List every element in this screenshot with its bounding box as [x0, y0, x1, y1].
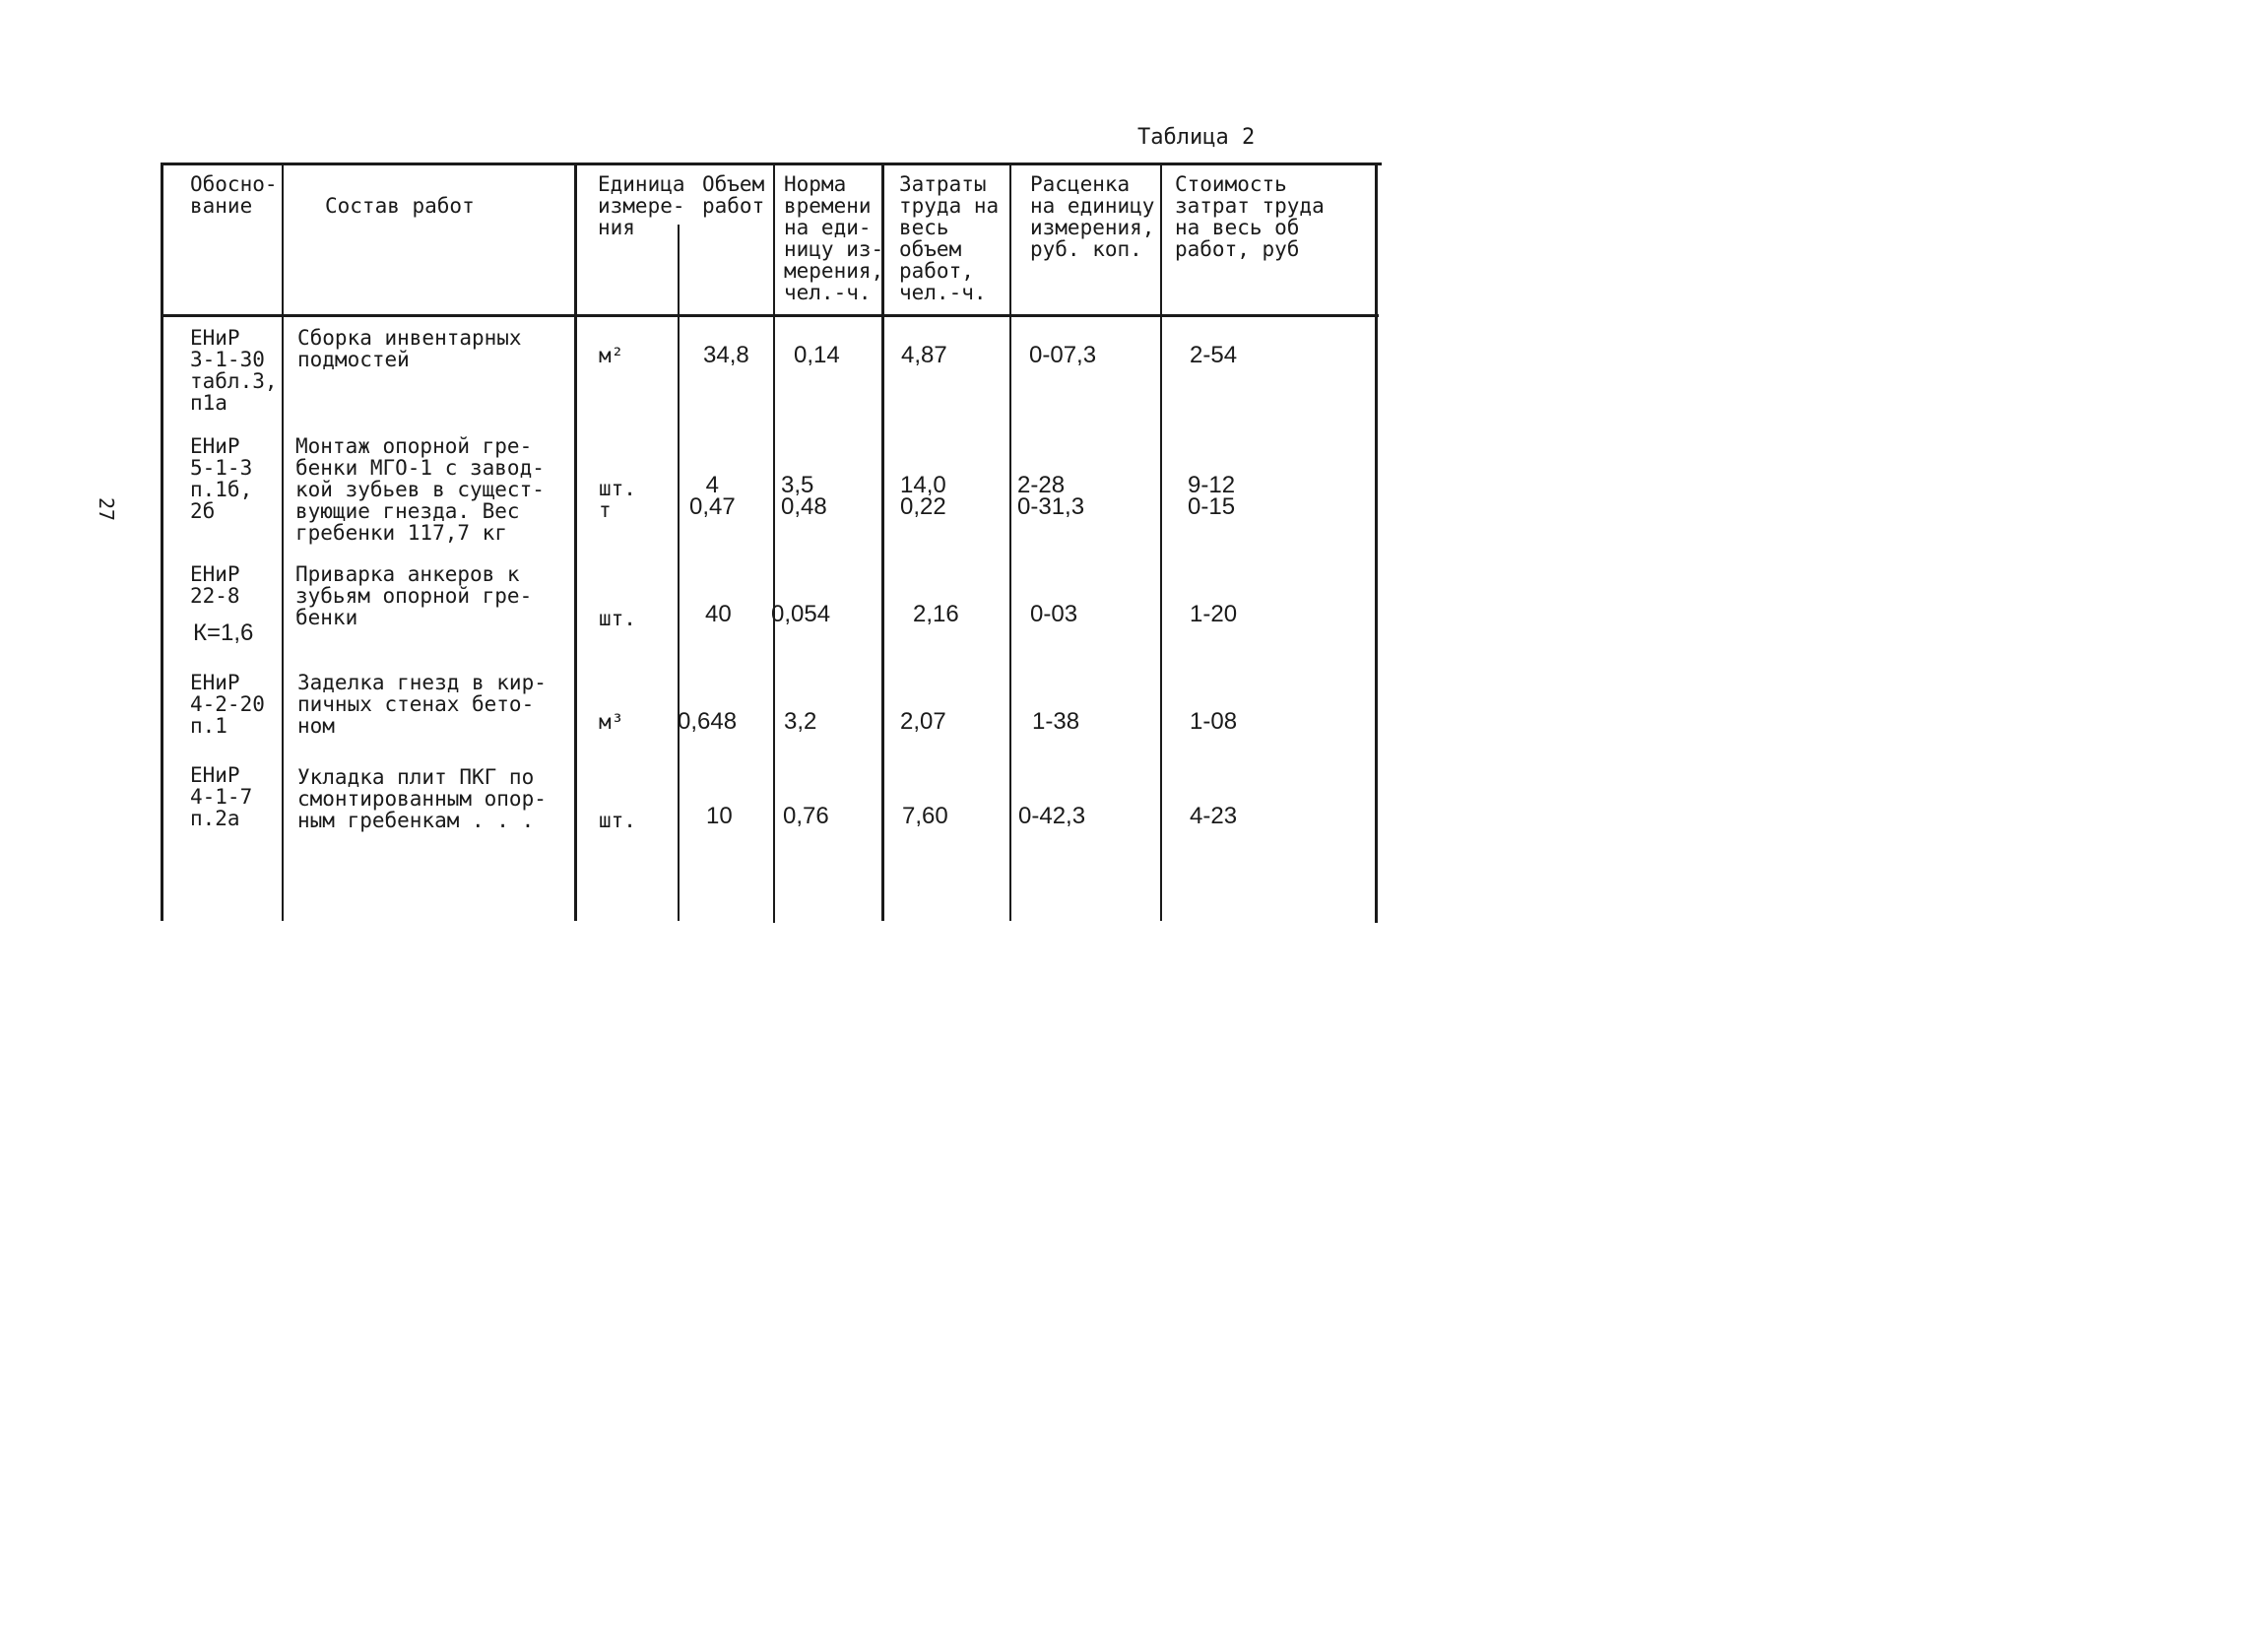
column-divider	[1009, 163, 1011, 921]
column-divider	[574, 163, 577, 921]
column-divider	[773, 163, 775, 923]
cell-basis: ЕНиР 5-1-3 п.1б, 2б	[190, 434, 253, 523]
header-norm: Норма времени на еди- ницу из- мерения, чел.-ч.	[784, 172, 884, 304]
cell-norm: 3,5 0,48	[781, 472, 827, 520]
cell-work: Монтаж опорной гре- бенки МГО-1 с завод- кой зубьев в сущест- вующие гнезда. Вес гребенки 117,7 кг	[295, 434, 545, 545]
cell-labor: 4,87	[901, 342, 947, 368]
header-work: Состав работ	[325, 194, 475, 218]
cell-norm: 3,2	[784, 708, 817, 735]
cell-cost: 9-12 0-15	[1188, 472, 1236, 520]
cell-work: Приварка анкеров к зубьям опорной гре- бенки	[295, 562, 533, 629]
column-divider	[1160, 163, 1162, 921]
cell-work: Сборка инвентарных подмостей	[297, 326, 522, 371]
cell-basis-coefficient: К=1,6	[193, 619, 254, 646]
cell-volume: 4 0,47	[689, 472, 736, 520]
cell-basis: ЕНиР 3-1-30 табл.3, п1а	[190, 326, 278, 415]
page-number: 27	[95, 496, 119, 522]
cell-norm: 0,054	[771, 601, 831, 627]
header-labor: Затраты труда на весь объем работ, чел.-ч.	[899, 172, 1000, 304]
cell-work: Укладка плит ПКГ по смонтированным опор- ным гребенкам . . .	[297, 765, 547, 832]
cell-cost: 2-54	[1190, 342, 1238, 368]
cell-basis: ЕНиР 4-2-20 п.1	[190, 671, 265, 738]
cell-volume: 0,648	[678, 708, 738, 735]
cell-work: Заделка гнезд в кир- пичных стенах бето- ном	[297, 671, 547, 738]
header-basis: Обосно- вание	[190, 172, 278, 218]
cell-unit: шт. т	[599, 477, 636, 522]
column-divider	[161, 163, 163, 921]
cell-cost: 1-08	[1190, 708, 1238, 735]
cell-labor: 7,60	[902, 803, 948, 829]
header-bottom-border	[161, 314, 1379, 317]
cell-norm: 0,76	[783, 803, 829, 829]
cell-volume: 10	[706, 803, 733, 829]
cell-norm: 0,14	[794, 342, 840, 368]
cell-basis: ЕНиР 4-1-7 п.2а	[190, 763, 253, 830]
header-unit: Единица измере- ния	[598, 172, 685, 239]
cell-volume: 34,8	[703, 342, 749, 368]
table-title: Таблица 2	[1137, 125, 1256, 150]
header-volume: Объем работ	[702, 172, 765, 218]
cell-rate: 0-42,3	[1018, 803, 1086, 829]
cell-unit: м²	[599, 344, 624, 367]
cell-labor: 2,16	[913, 601, 959, 627]
cell-rate: 1-38	[1032, 708, 1080, 735]
cell-cost: 4-23	[1190, 803, 1238, 829]
header-rate: Расценка на единицу измерения, руб. коп.	[1030, 172, 1155, 261]
column-divider	[1375, 163, 1378, 923]
cell-rate: 2-28 0-31,3	[1017, 472, 1085, 520]
column-divider	[282, 163, 284, 921]
cell-unit: м³	[599, 710, 624, 734]
cell-volume: 40	[705, 601, 732, 627]
header-cost: Стоимость затрат труда на весь об работ, руб	[1175, 172, 1325, 261]
cell-cost: 1-20	[1190, 601, 1238, 627]
cell-unit: шт.	[599, 607, 636, 630]
table-top-border	[161, 163, 1382, 165]
cell-labor: 14,0 0,22	[900, 472, 946, 520]
cell-rate: 0-03	[1030, 601, 1078, 627]
cell-basis: ЕНиР 22-8	[190, 562, 240, 608]
cell-labor: 2,07	[900, 708, 946, 735]
column-divider	[678, 225, 680, 921]
cell-unit: шт.	[599, 809, 636, 832]
cell-rate: 0-07,3	[1029, 342, 1097, 368]
